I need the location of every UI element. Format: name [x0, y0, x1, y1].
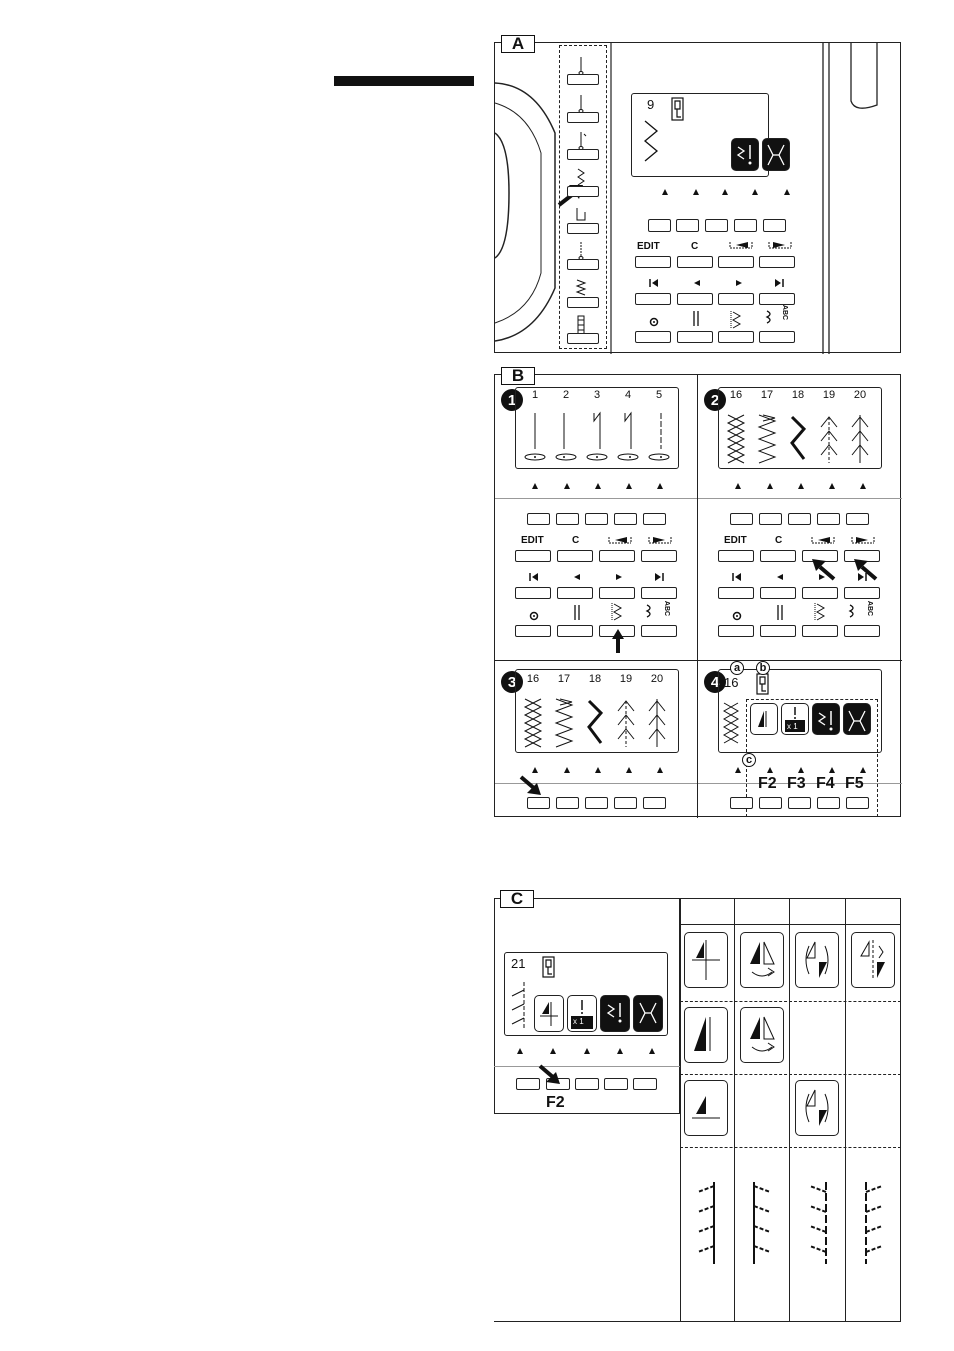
shift-right-icon [647, 535, 673, 545]
lcd-stitch-number: 16 [724, 675, 739, 690]
function-key-f5[interactable] [846, 513, 869, 525]
stitch-symbol-3 [591, 411, 605, 461]
callout-c: c [742, 753, 756, 767]
zigzag-preview-icon [641, 119, 661, 169]
lcd-pointer [649, 1048, 655, 1054]
forward-icon [615, 573, 623, 581]
clear-label: C [572, 535, 580, 546]
edit-label: EDIT [521, 535, 544, 546]
stitch-number: 1 [531, 389, 539, 401]
stitch-preview-icon [508, 980, 528, 1032]
right-shift-key[interactable] [641, 550, 677, 562]
last-key[interactable] [759, 293, 795, 305]
back-key[interactable] [760, 587, 796, 599]
pattern-key-4[interactable] [567, 186, 599, 197]
stitch-number: 19 [822, 389, 836, 401]
stitch-number: 3 [593, 389, 601, 401]
table-col-line [789, 898, 790, 1322]
function-key-f4[interactable] [817, 513, 840, 525]
table-row-dashed [680, 1001, 901, 1002]
stitch-number: 19 [619, 673, 633, 685]
lcd-pointer [798, 483, 804, 489]
separator-2 [698, 498, 902, 499]
stitch-symbol-18 [788, 413, 808, 465]
callout-b: b [756, 661, 770, 675]
lcd-pointer [735, 483, 741, 489]
function-key-f3[interactable] [575, 1078, 599, 1090]
shift-right-icon [767, 240, 793, 250]
panel-b-tag: B [501, 367, 535, 385]
stitch-width-glyph [765, 143, 787, 167]
stitch-number: 2 [562, 389, 570, 401]
table-col-line [845, 898, 846, 1322]
back-key[interactable] [557, 587, 593, 599]
lcd-pointer [564, 483, 570, 489]
clear-key[interactable] [760, 550, 796, 562]
stitch-number: 18 [588, 673, 602, 685]
first-icon [732, 572, 742, 582]
twin-needle-icon [775, 605, 785, 621]
stitch-symbol-18 [585, 697, 605, 749]
stitch-number: 17 [557, 673, 571, 685]
twin-needle-key[interactable] [677, 331, 713, 343]
shift-left-icon [810, 535, 836, 545]
separator-1 [495, 498, 697, 499]
edit-key[interactable] [515, 550, 551, 562]
panel-c-tag: C [500, 890, 534, 908]
function-key-f1[interactable] [730, 513, 753, 525]
lcd-pointer [517, 1048, 523, 1054]
stitch-number: 16 [526, 673, 540, 685]
fkey-label-f2: F2 [758, 775, 777, 792]
first-key[interactable] [718, 587, 754, 599]
lcd-pointer [735, 767, 741, 773]
lcd-pointer [532, 483, 538, 489]
lcd-pointer [860, 767, 866, 773]
mirror-combo-glyph [538, 1000, 560, 1028]
forward-icon [735, 279, 743, 287]
pattern-key-1[interactable] [567, 74, 599, 85]
stitch-number: 4 [624, 389, 632, 401]
function-key-f3[interactable] [585, 513, 608, 525]
function-key-f1[interactable] [527, 513, 550, 525]
table-top-line [680, 898, 901, 899]
stitch-number: 5 [655, 389, 663, 401]
stitch-symbol-5 [653, 411, 667, 461]
letter-icon [848, 603, 858, 623]
lcd-pointer [784, 189, 790, 195]
function-key-f1[interactable] [516, 1078, 540, 1090]
table-row-dashed [680, 1147, 901, 1148]
function-key-f2[interactable] [676, 219, 699, 232]
table-col-line [680, 898, 681, 1322]
pattern-key-7[interactable] [567, 297, 599, 308]
last-icon [654, 572, 664, 582]
presser-foot-icon [671, 97, 685, 121]
function-key-f2[interactable] [759, 797, 782, 809]
header-rule [334, 76, 474, 86]
shift-left-icon [607, 535, 633, 545]
lcd-pointer [595, 767, 601, 773]
function-key-f2[interactable] [759, 513, 782, 525]
function-key-f5[interactable] [633, 1078, 657, 1090]
mirror-single-icon [690, 1013, 722, 1057]
lcd-pointer [626, 483, 632, 489]
clear-label: C [691, 241, 699, 252]
lcd-pointer [752, 189, 758, 195]
lcd-pointer [829, 767, 835, 773]
arrow-icon [812, 559, 836, 581]
letter-mode-key[interactable] [641, 625, 677, 637]
function-key-f1[interactable] [648, 219, 671, 232]
panel-a-tag: A [501, 35, 535, 53]
function-key-f1[interactable] [730, 797, 753, 809]
arrow-icon [538, 1064, 562, 1086]
step-2-number: 2 [704, 389, 726, 411]
last-icon [774, 278, 784, 288]
shift-right-icon [850, 535, 876, 545]
abc-label: ABC [866, 600, 874, 617]
presser-foot-icon [542, 956, 556, 978]
result-sample-1 [688, 1180, 728, 1270]
function-key-f2[interactable] [556, 797, 579, 809]
step-4-number: 4 [704, 671, 726, 693]
function-key-f1[interactable] [527, 797, 550, 809]
pattern-key-5[interactable] [567, 223, 599, 234]
stitch-number: 18 [791, 389, 805, 401]
function-key-f4[interactable] [817, 797, 840, 809]
stitch-length-glyph [816, 709, 838, 733]
mirror-quad-icon [690, 938, 722, 982]
stitch-icon [612, 603, 624, 621]
stitch-mode-key[interactable] [718, 331, 754, 343]
back-icon [776, 573, 784, 581]
step-3-number: 3 [501, 671, 523, 693]
stitch-symbol-1 [529, 411, 543, 461]
stitch-symbol-20 [850, 413, 870, 465]
function-key-f3[interactable] [705, 219, 728, 232]
stitch-number: 16 [729, 389, 743, 401]
memory-icon [529, 611, 539, 621]
fkey-label-f4: F4 [816, 775, 835, 792]
table-row-line [680, 924, 901, 925]
first-key[interactable] [635, 293, 671, 305]
clear-key[interactable] [677, 256, 713, 268]
lcd-pointer [693, 189, 699, 195]
divider-horizontal [495, 660, 902, 661]
result-sample-2 [744, 1180, 784, 1270]
lcd-pointer [550, 1048, 556, 1054]
stitch-icon [731, 311, 743, 329]
lcd-pointer [829, 483, 835, 489]
function-key-f4[interactable] [614, 797, 637, 809]
stitch-symbol-17 [757, 413, 777, 465]
pattern-key-8[interactable] [567, 333, 599, 344]
arrow-up-icon [612, 629, 624, 655]
fkey-label-f2: F2 [546, 1094, 565, 1111]
figure-b [494, 366, 901, 817]
lcd-pointer [564, 767, 570, 773]
result-sample-4 [856, 1180, 896, 1270]
table-row-dashed [680, 1074, 901, 1075]
stitch-symbol-2 [560, 411, 574, 461]
function-key-f4[interactable] [604, 1078, 628, 1090]
lcd-pointer [532, 767, 538, 773]
memory-key[interactable] [718, 625, 754, 637]
result-sample-3 [800, 1180, 840, 1270]
lcd-pointer [767, 767, 773, 773]
function-key-f4[interactable] [734, 219, 757, 232]
separator-c [494, 1066, 680, 1067]
table-right-line [900, 898, 901, 1322]
lcd-pointer [657, 767, 663, 773]
letter-mode-key[interactable] [844, 625, 880, 637]
callout-a: a [730, 661, 744, 675]
lcd-pointer [767, 483, 773, 489]
lcd-pointer [860, 483, 866, 489]
memory-key[interactable] [515, 625, 551, 637]
pattern-key-3[interactable] [567, 149, 599, 160]
forward-key[interactable] [802, 587, 838, 599]
memory-icon [732, 611, 742, 621]
letter-icon [645, 603, 655, 623]
stitch-preview-icon [722, 701, 742, 745]
repeat-label: x 1 [573, 1017, 584, 1026]
twin-needle-key[interactable] [760, 625, 796, 637]
first-icon [529, 572, 539, 582]
letter-icon [765, 309, 775, 329]
stitch-mode-key[interactable] [802, 625, 838, 637]
stitch-symbol-19 [616, 697, 636, 749]
lcd-pointer [798, 767, 804, 773]
arrow-icon [519, 775, 543, 797]
function-key-f3[interactable] [788, 513, 811, 525]
twin-needle-icon [572, 605, 582, 621]
stitch-symbol-17 [554, 697, 574, 749]
lcd-pointer [657, 483, 663, 489]
stitch-icon [815, 603, 827, 621]
last-key[interactable] [844, 587, 880, 599]
left-shift-key[interactable] [599, 550, 635, 562]
lcd-stitch-number: 21 [511, 956, 526, 971]
lcd-pointer [584, 1048, 590, 1054]
pattern-key-2[interactable] [567, 112, 599, 123]
stitch-symbol-4 [622, 411, 636, 461]
mirror-horizontal-rotate-icon [746, 938, 778, 982]
memory-icon [649, 317, 659, 327]
mirror-bottom-icon [690, 1086, 722, 1130]
back-icon [693, 279, 701, 287]
fkey-label-f3: F3 [787, 775, 806, 792]
presser-foot-icon [756, 673, 770, 695]
shift-left-icon [728, 240, 754, 250]
edit-key[interactable] [635, 256, 671, 268]
clear-key[interactable] [557, 550, 593, 562]
function-key-f5[interactable] [846, 797, 869, 809]
figure-a [494, 34, 901, 353]
lcd-pointer [595, 483, 601, 489]
stitch-length-glyph [605, 1001, 627, 1025]
function-key-f4[interactable] [614, 513, 637, 525]
twin-needle-icon [691, 311, 701, 327]
twin-needle-key[interactable] [557, 625, 593, 637]
function-key-f5[interactable] [763, 219, 786, 232]
function-key-f3[interactable] [585, 797, 608, 809]
lcd-pointer [626, 767, 632, 773]
clear-label: C [775, 535, 783, 546]
lcd-pointer [722, 189, 728, 195]
repeat-label: x 1 [787, 722, 798, 731]
function-key-f3[interactable] [788, 797, 811, 809]
back-key[interactable] [677, 293, 713, 305]
forward-key[interactable] [718, 293, 754, 305]
stitch-number: 20 [853, 389, 867, 401]
abc-label: ABC [781, 304, 789, 321]
stitch-number: 17 [760, 389, 774, 401]
step-1-number: 1 [501, 389, 523, 411]
divider-vertical [697, 375, 698, 818]
back-icon [573, 573, 581, 581]
memory-key[interactable] [635, 331, 671, 343]
table-bottom-line [680, 1321, 901, 1322]
last-key[interactable] [641, 587, 677, 599]
function-key-f5[interactable] [643, 797, 666, 809]
left-shift-key[interactable] [718, 256, 754, 268]
fkey-label-f5: F5 [845, 775, 864, 792]
edit-key[interactable] [718, 550, 754, 562]
mirror-rotate-icon [801, 938, 833, 982]
mirror-vertical-icon [857, 938, 889, 982]
right-shift-key[interactable] [759, 256, 795, 268]
abc-label: ABC [663, 600, 671, 617]
stitch-width-glyph [637, 1001, 659, 1025]
stitch-number: 20 [650, 673, 664, 685]
mirror-rotate-half-icon [801, 1086, 833, 1130]
stitch-length-glyph [735, 143, 757, 167]
function-key-f2[interactable] [556, 513, 579, 525]
first-key[interactable] [515, 587, 551, 599]
mirror-horizontal-icon [746, 1013, 778, 1057]
edit-label: EDIT [724, 535, 747, 546]
mirror-glyph [756, 709, 772, 729]
pattern-key-6[interactable] [567, 259, 599, 270]
stitch-symbol-16 [726, 413, 746, 465]
lcd-stitch-number: 9 [647, 97, 655, 112]
lcd-pointer [662, 189, 668, 195]
first-icon [649, 278, 659, 288]
letter-mode-key[interactable] [759, 331, 795, 343]
lcd-pointer [617, 1048, 623, 1054]
forward-key[interactable] [599, 587, 635, 599]
function-key-f5[interactable] [643, 513, 666, 525]
stitch-symbol-19 [819, 413, 839, 465]
arrow-icon [854, 559, 878, 581]
stitch-width-glyph [846, 709, 868, 733]
stitch-symbol-16 [523, 697, 543, 749]
stitch-symbol-20 [647, 697, 667, 749]
table-col-line [734, 898, 735, 1322]
edit-label: EDIT [637, 241, 660, 252]
